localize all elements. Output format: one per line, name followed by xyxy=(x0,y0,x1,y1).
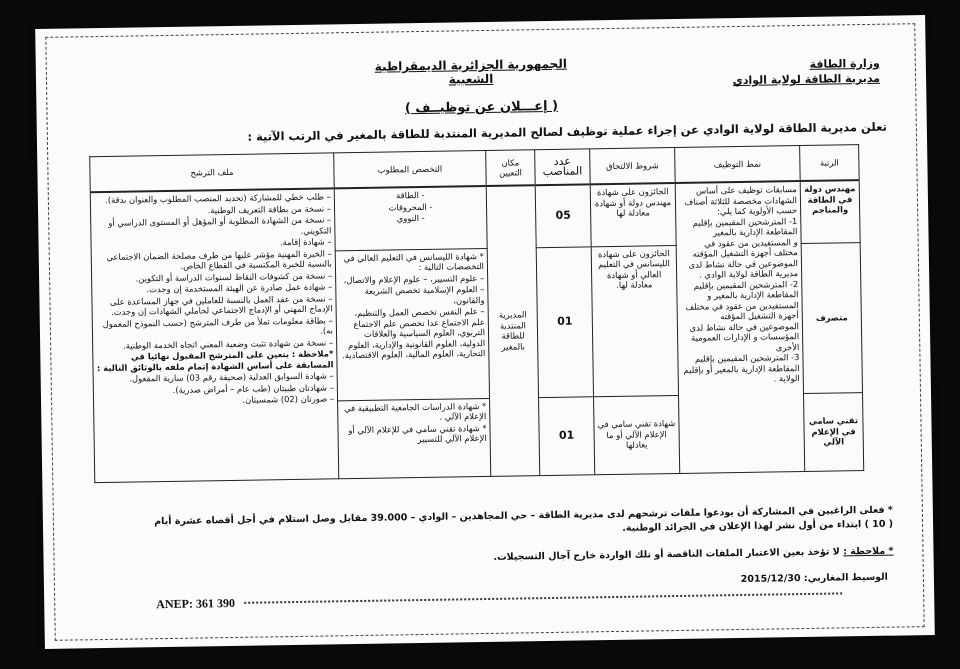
header-rank: الرتبة xyxy=(800,145,860,181)
specialty-cell: * شهادة الدراسات الجامعية التطبيقية في الإعلام الآلي . * شهادة تقني سامي في للإعلام الآلي أو الإعلام الآلي للتسيير xyxy=(338,398,491,478)
header-count: عدد المناصب xyxy=(535,149,591,185)
count-cell: 01 xyxy=(536,246,593,397)
rank-cell: تقني سامي في الإعلام الآلي xyxy=(803,392,863,471)
specialty-cell: - الطاقة - المحروقات - النووي xyxy=(334,186,487,250)
conditions-cell: شهادة تقني سامي في الإعلام الآلي أو ما يعادلها xyxy=(594,395,680,474)
table-row xyxy=(90,180,860,254)
file-cell: – طلب خطي للمشاركة (تحديد المنصب المطلوب والعنوان بدقة). – نسخة من بطاقة التعريف الوطنية. – نسخة من الشهادة المطلوبة أو المؤهل أو المستوى الدراسي أو التكويني. – شهادة إقامة. – الخبرة المهنية مؤشر عليها من طرف مصلحة الضمان الاجتماعي بالنسبة للخبرة المكتسبة في القطاع الخاص. – نسخة من كشوفات النقاط لسنوات الدراسة أو التكوين. – شهادة عمل صادرة عن الهيئة المستخدمة إن وجدت. – نسخة من عقد العمل بالنسبة للعاملين في جهاز المساعدة على الإدماج المهني أو الإدماج الاجتماعي لحاملي الشهادات إن وجدت. – بطاقة معلومات تملأ من طرف المترشح (حسب النموذج المعمول به). – نسخة من شهادة تثبت وضعية المعني اتجاه الخدمة الوطنية. *ملاحظة : يتعين على المترشح المقبول نهائيا في المسابقة على أساس الشهادة إتمام ملفه بالوثائق التالية : – شهادة السوابق العدلية (صحيفة رقم 03) سارية المفعول. – شهادتان طبيتان (طب عام – أمراض صدرية). – صورتان (02) شمسيتان. xyxy=(90,188,339,482)
note-text: لا تؤخذ بعين الاعتبار الملفات الناقصة أو تلك الواردة خارج آجال التسجيلات. xyxy=(493,546,840,563)
announcement-title: ( إعـــلان عن توظيــف ) xyxy=(404,98,559,117)
header-conditions: شروط الالتحاق xyxy=(590,147,676,184)
conditions-cell: الحائزون على شهادة الليسانس في التعليم العالي أو شهادة معادلة لها. xyxy=(591,245,678,396)
issuer-block xyxy=(732,56,880,88)
recruitment-table xyxy=(89,144,864,483)
directorate-name: مديرية الطاقة لولاية الوادي xyxy=(732,71,881,88)
mode-cell: مسابقات توظيف على أساس الشهادات مخصصة للثلاثة أصناف حسب الأولوية كما يلي: 1- المترشحين المقيمين بإقليم المقاطعة الإدارية بالمغير و المستفيدين من عقود في مختلف أجهزة التشغيل المؤقته الموضوعين في حالة نشاط لدى مديرية الطاقة لولاية الوادي . 2- المترشحين المقيمين بإقليم المقاطعة الإدارية بالمغير و المستفيدين من عقود في مختلف أجهزة التشغيل المؤقته الموضوعين في حالة نشاط لدى المؤسسات و الإدارات العمومية الأخرى 3- المترشحين المقيمين بإقليم المقاطعة الإدارية بالمغير أو بإقليم الولاية . xyxy=(675,181,805,473)
ministry-name: وزارة الطاقة xyxy=(809,56,880,71)
deposit-instructions: * فعلى الراغبين في المشاركة أن يودعوا ملفات ترشحهم لدى مديرية الطاقة – حي المجاهدين – الوادي – 39.000 مقابل وصل استلام في أجل أقصاه عشرة أيام ( 10 ) ابتداء من أول نشر لهذا الإعلان في الجرائد الوطنية. xyxy=(154,504,894,534)
count-cell: 05 xyxy=(535,184,591,247)
header-file: ملف الترشح xyxy=(90,153,335,192)
specialty-cell: * شهادة الليسانس في التعليم العالي في التخصصات التالية : – علوم التسيير، – علوم الإعلام والاتصال، – العلوم الإسلامية تخصص الشريعة والقانون، – علم النفس تخصص العمل والتنظيم، علم الاجتماع عدا تخصص علم الاجتماع التربوي، العلوم السياسية والعلاقات الدولية، العلوم القانونية والإدارية، العلوم التجارية، العلوم المالية، العلوم الاقتصادية. xyxy=(335,248,489,400)
rank-cell: مهندس دولة في الطاقة والمناجم xyxy=(800,180,860,243)
rank-cell: متصرف xyxy=(801,242,862,393)
publication-date: الوسيط المغاربي: 2015/12/30 xyxy=(740,571,888,586)
announcement-intro: تعلن مديرية الطاقة لولاية الوادي عن إجراء عملية توظيف لصالح المديرية المنتدبة للطاقة بالمغير في الرتب الآتية : xyxy=(247,119,887,144)
anep-reference: ANEP: 361 390 xyxy=(156,595,236,612)
conditions-cell: الحائزون على شهادة مهندس دولة أو شهادة معادلة لها xyxy=(590,183,676,246)
header-mode: نمط التوظيف xyxy=(675,146,801,183)
republic-title: الجمهورية الجزائرية الديمقراطية الشعبية xyxy=(374,56,567,87)
header-specialty: التخصص المطلوب xyxy=(334,150,487,188)
announcement-page xyxy=(35,15,935,649)
header-place: مكان التعيين xyxy=(486,150,536,186)
place-cell: المديرية المنتدبة للطاقة بالمغير xyxy=(486,185,540,476)
count-cell: 01 xyxy=(539,396,595,475)
note-label: * ملاحظة : xyxy=(843,545,894,558)
